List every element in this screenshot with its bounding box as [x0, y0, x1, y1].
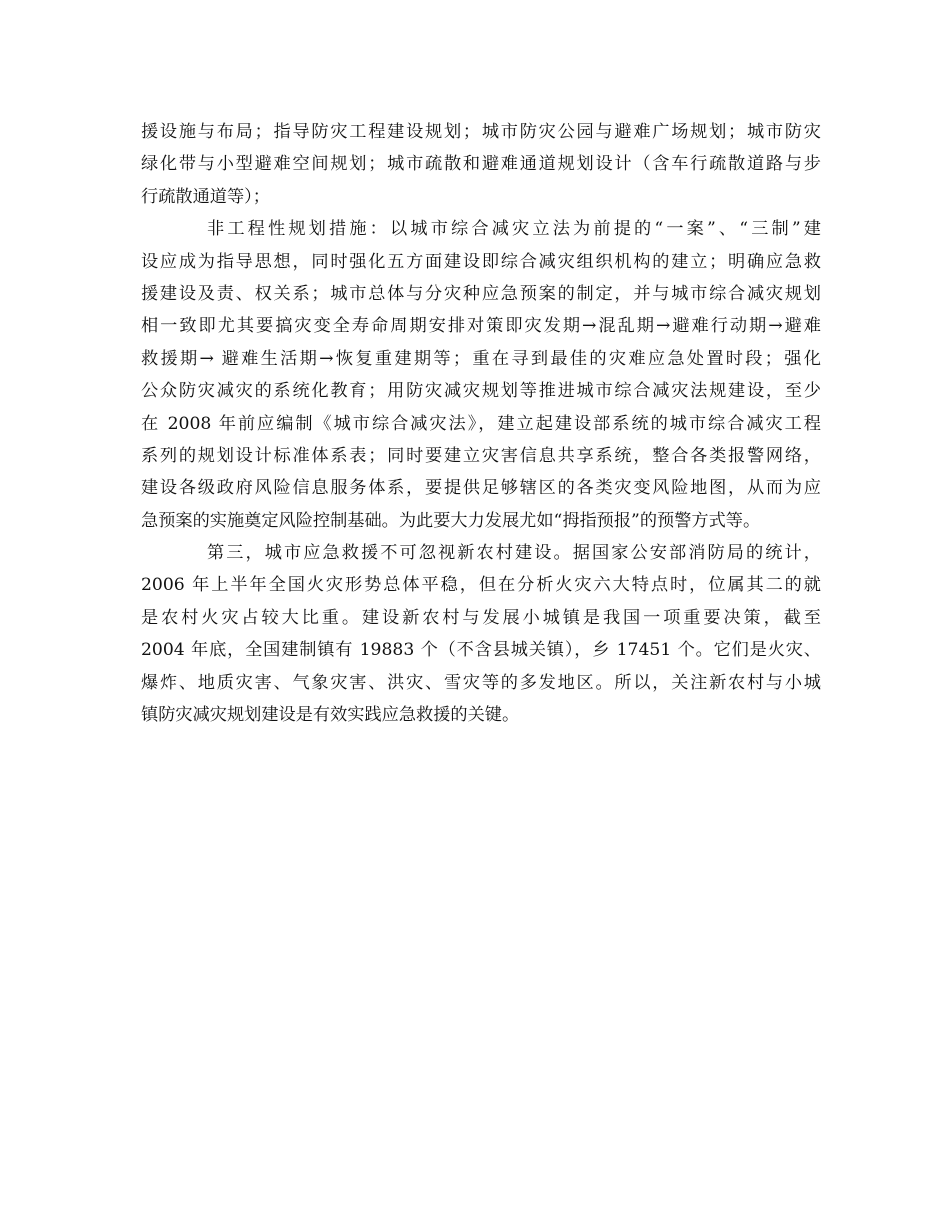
paragraph-planning-facilities	[141, 116, 821, 213]
text-line: 第三，城市应急救援不可忽视新农村建设。据国家公安部消防局的统计，	[207, 543, 821, 564]
text-line: 援设施与布局；指导防灾工程建设规划；城市防灾公园与避难广场规划；城市防灾	[141, 122, 821, 142]
paragraph-non-engineering-measures	[141, 213, 821, 537]
text-line: 2006 年上半年全国火灾形势总体平稳，但在分析火灾六大特点时，位属其二的就	[141, 575, 821, 596]
document-body	[141, 116, 821, 731]
paragraph-rural-construction	[141, 537, 821, 731]
text-line: 急预案的实施奠定风险控制基础。为此要大力发展尤如“拇指预报”的预警方式等。	[141, 510, 761, 531]
text-line: 设应成为指导思想，同时强化五方面建设即综合减灾组织机构的建立；明确应急救	[141, 251, 821, 272]
text-line: 2004 年底，全国建制镇有 19883 个（不含县城关镇），乡 17451 个。它们是火灾、	[141, 640, 821, 661]
text-line: 非工程性规划措施：以城市综合减灾立法为前提的“一案”、“三制”建	[207, 219, 821, 240]
text-line: 建设各级政府风险信息服务体系，要提供足够辖区的各类灾变风险地图，从而为应	[141, 478, 821, 499]
text-line: 镇防灾减灾规划建设是有效实践应急救援的关键。	[141, 705, 520, 726]
text-line: 公众防灾减灾的系统化教育；用防灾减灾规划等推进城市综合减灾法规建设，至少	[141, 381, 821, 402]
text-line: 系列的规划设计标准体系表；同时要建立灾害信息共享系统，整合各类报警网络，	[141, 445, 821, 466]
text-line: 救援期→ 避难生活期→恢复重建期等；重在寻到最佳的灾难应急处置时段；强化	[141, 348, 821, 369]
text-line: 绿化带与小型避难空间规划；城市疏散和避难通道规划设计（含车行疏散道路与步	[141, 154, 821, 175]
text-line: 爆炸、地质灾害、气象灾害、洪灾、雪灾等的多发地区。所以，关注新农村与小城	[141, 672, 821, 693]
text-line: 行疏散通道等）；	[141, 186, 270, 207]
text-line: 相一致即尤其要搞灾变全寿命周期安排对策即灾发期→混乱期→避难行动期→避难	[141, 316, 821, 337]
text-line: 在 2008 年前应编制《城市综合减灾法》，建立起建设部系统的城市综合减灾工程	[141, 413, 821, 434]
text-line: 是农村火灾占较大比重。建设新农村与发展小城镇是我国一项重要决策，截至	[141, 607, 821, 628]
text-line: 援建设及责、权关系；城市总体与分灾种应急预案的制定，并与城市综合减灾规划	[141, 283, 821, 304]
